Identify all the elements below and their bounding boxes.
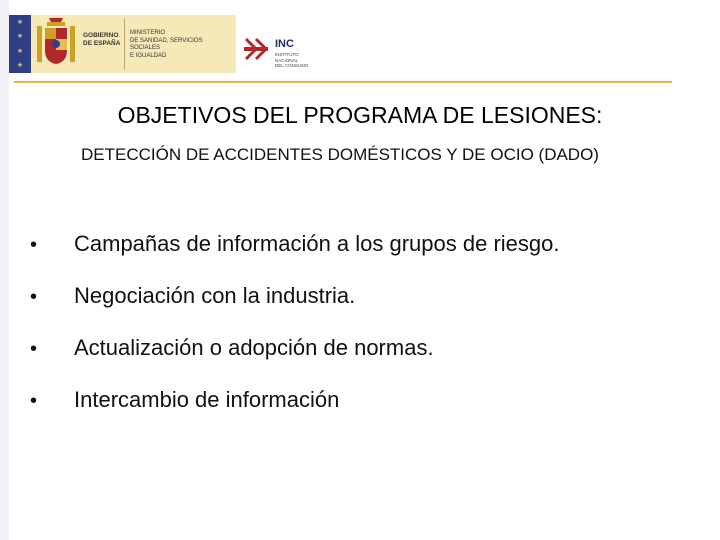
ministry-line-3: E IGUALDAD: [130, 52, 167, 59]
header-rule: [14, 81, 672, 83]
star-icon: ★: [16, 18, 24, 26]
gov-line-2: DE ESPAÑA: [83, 40, 121, 47]
inc-title: INC: [275, 38, 294, 50]
star-icon: ★: [16, 62, 24, 70]
bullet-list: [30, 231, 690, 439]
inc-subtitle: [275, 52, 313, 69]
star-icon: ★: [16, 33, 24, 41]
star-icon: ★: [16, 47, 24, 55]
bullet-text: Actualización o adopción de normas.: [74, 335, 434, 360]
divider: [124, 18, 125, 70]
inc-logo-block: [236, 15, 314, 73]
bullet-icon: •: [30, 234, 38, 256]
list-item: [30, 387, 690, 439]
gov-line-1: GOBIERNO: [83, 32, 119, 39]
bullet-text: Campañas de información a los grupos de riesgo.: [74, 231, 560, 256]
bullet-icon: •: [30, 338, 38, 360]
bullet-icon: •: [30, 286, 38, 308]
inc-sub-line-2: NACIONAL: [275, 57, 299, 63]
inc-sub-line-1: INSTITUTO: [275, 52, 299, 57]
eu-flag-strip: [9, 15, 31, 73]
bullet-icon: •: [30, 390, 38, 412]
inc-sub-line-3: DEL CONSUMO: [275, 63, 309, 68]
slide-title: OBJETIVOS DEL PROGRAMA DE LESIONES:: [117, 102, 603, 128]
slide-subtitle: DETECCIÓN DE ACCIDENTES DOMÉSTICOS Y DE OCIO (DADO): [81, 145, 599, 164]
ministry-label: [130, 30, 230, 60]
left-decorative-stripe: [0, 0, 9, 540]
list-item: [30, 335, 690, 387]
list-item: [30, 283, 690, 335]
government-label: [83, 32, 123, 48]
list-item: [30, 231, 690, 283]
bullet-text: Intercambio de información: [74, 387, 340, 412]
ministry-line-1: MINISTERIO: [130, 30, 166, 36]
bullet-text: Negociación con la industria.: [74, 283, 356, 308]
coat-of-arms-icon: [33, 16, 79, 72]
inc-logo-icon: [244, 35, 268, 63]
ministry-line-2: DE SANIDAD, SERVICIOS SOCIALES: [130, 37, 203, 51]
